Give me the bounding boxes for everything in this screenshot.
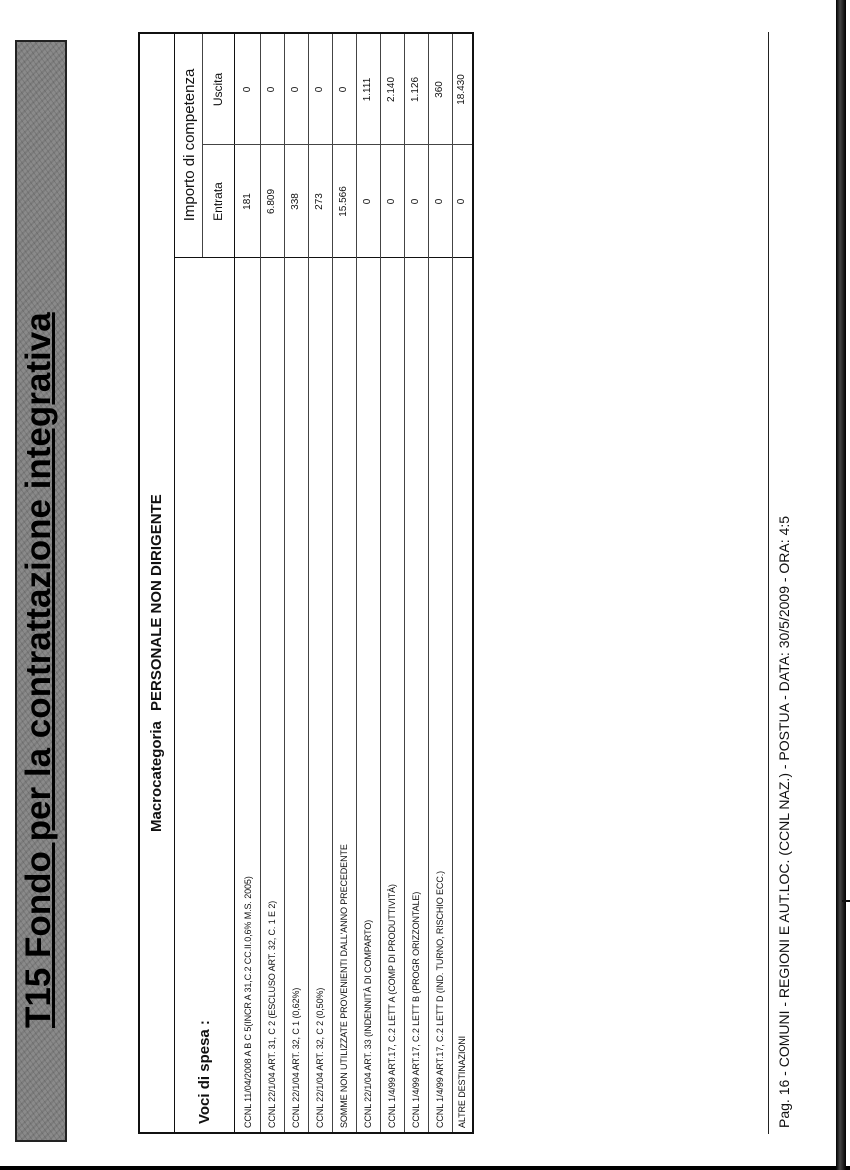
row-label: CCNL 11/04/2008 A B C 5(INCR A 31,C.2 CC.II.0,6% M.S. 2005) (243, 876, 253, 1128)
row-label: CCNL 22/1/04 ART. 32, C 2 (0,50%) (315, 987, 325, 1128)
footer-rule (768, 32, 769, 1134)
row-uscita: 0 (242, 86, 253, 93)
row-uscita: 18.430 (456, 74, 467, 105)
table-row (404, 34, 428, 1132)
row-uscita: 360 (434, 81, 445, 98)
macrocategory-label (140, 494, 174, 832)
row-uscita: 1.126 (410, 76, 421, 103)
row-label: CCNL 1/4/99 ART.17, C.2 LETT D (IND. TURNO, RISCHIO ECC.) (435, 870, 445, 1128)
row-entrata: 0 (362, 198, 373, 205)
header-rule-top (174, 34, 175, 1132)
margin-mark (842, 900, 850, 902)
macrocategory-value: PERSONALE NON DIRIGENTE (148, 494, 165, 711)
table-row (284, 34, 308, 1132)
header-rule-split (202, 34, 203, 258)
row-uscita: 1.111 (362, 77, 373, 102)
row-label: CCNL 22/1/04 ART. 31, C 2 (ESCLUSO ART. 32, C. 1 E 2) (267, 900, 277, 1128)
table-row (260, 34, 284, 1132)
title-banner (15, 40, 67, 1142)
row-uscita: 0 (290, 86, 301, 93)
row-entrata: 338 (290, 193, 301, 210)
row-entrata: 273 (314, 193, 325, 210)
macrocategory-caption: Macrocategoria (148, 721, 165, 832)
scan-edge-left (0, 1166, 850, 1170)
row-uscita: 0 (266, 86, 277, 93)
row-entrata: 0 (410, 198, 421, 205)
row-label: CCNL 22/1/04 ART. 32, C 1 (0,62%) (291, 987, 301, 1128)
table-row (332, 34, 356, 1132)
page-footer: Pag. 16 - COMUNI - REGIONI E AUT.LOC. (CCNL NAZ.) - POSTUA - DATA: 30/5/2009 - ORA: 4:5 (776, 515, 792, 1128)
table-row (380, 34, 404, 1132)
row-label: CCNL 22/1/04 ART. 33 (INDENNITÀ DI COMPARTO) (363, 919, 373, 1128)
expense-table (138, 32, 474, 1134)
table-row (356, 34, 380, 1132)
row-entrata: 6.809 (266, 188, 277, 215)
row-label: CCNL 1/4/99 ART.17, C.2 LETT B (PROGR ORIZZONTALE) (411, 891, 421, 1128)
header-rule-bottom (234, 34, 235, 1132)
row-entrata: 15.566 (338, 186, 349, 217)
importo-header: Importo di competenza (181, 68, 198, 222)
row-entrata: 181 (242, 193, 253, 210)
table-row (450, 34, 474, 1132)
row-uscita: 0 (314, 86, 325, 93)
voci-header: Voci di spesa : (196, 1020, 213, 1124)
table-row (308, 34, 332, 1132)
table-row (428, 34, 452, 1132)
page-title: T15 Fondo per la contrattazione integrativa (19, 312, 58, 1028)
row-uscita: 2.140 (386, 76, 397, 103)
row-label: ALTRE DESTINAZIONI (457, 1035, 467, 1128)
row-entrata: 0 (456, 198, 467, 205)
row-uscita: 0 (338, 86, 349, 93)
row-entrata: 0 (386, 198, 397, 205)
uscita-header: Uscita (211, 72, 225, 107)
scan-edge-bottom (836, 0, 846, 1170)
table-row (236, 34, 260, 1132)
row-label: CCNL 1/4/99 ART.17, C.2 LETT A (COMP DI PRODUTTIVITÀ) (387, 884, 397, 1128)
row-entrata: 0 (434, 198, 445, 205)
row-label: SOMME NON UTILIZZATE PROVENIENTI DALL'ANNO PRECEDENTE (339, 844, 349, 1128)
entrata-header: Entrata (211, 182, 225, 221)
